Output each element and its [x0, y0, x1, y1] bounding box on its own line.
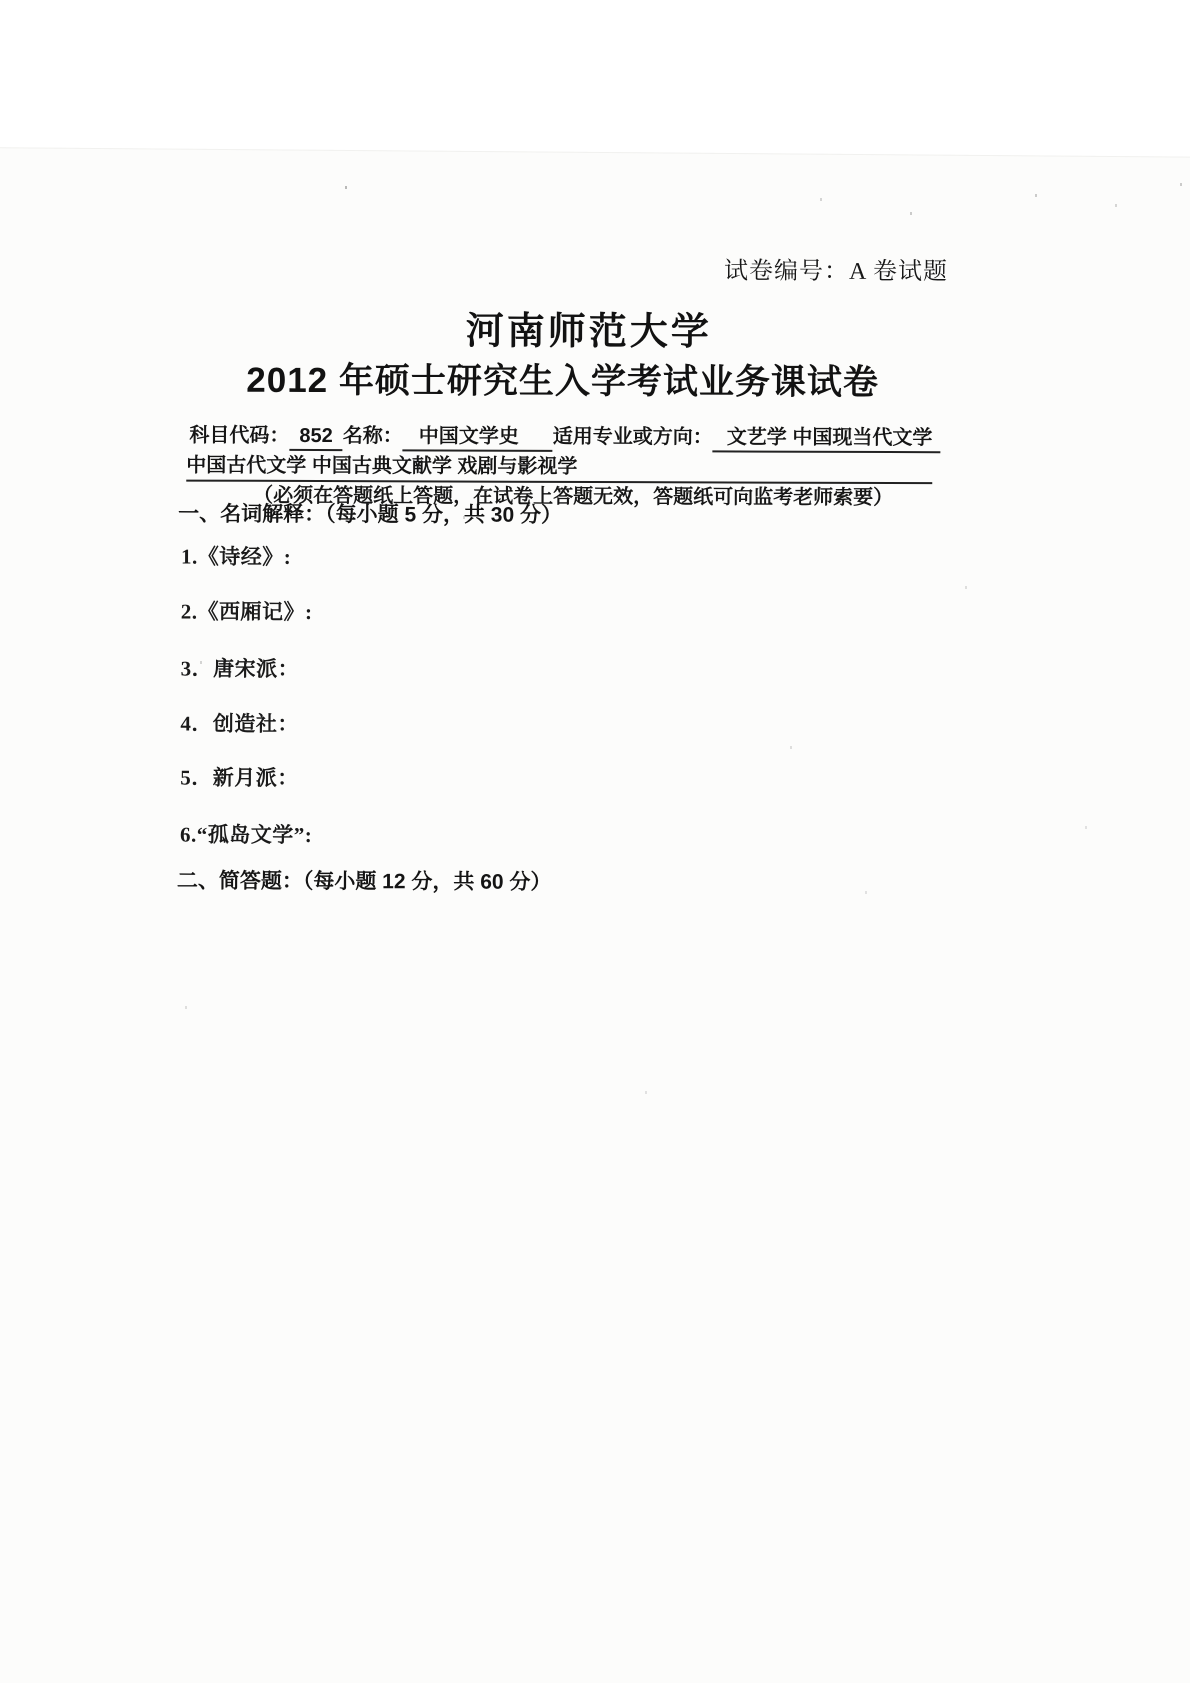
subject-code-label: 科目代码： — [189, 424, 290, 447]
section-1-title: 一、名词解释：（每小题 5 分，共 30 分） — [178, 502, 563, 527]
subject-name-label: 名称： — [342, 425, 403, 448]
question-1: 1.《诗经》: — [180, 544, 292, 569]
exam-title: 2012 年硕士研究生入学考试业务课试卷 — [246, 360, 879, 402]
question-5: 5．新月派： — [180, 765, 299, 790]
major-value-line2: 中国古代文学 中国古典文献学 戏剧与影视学 — [186, 449, 932, 485]
question-4: 4．创造社： — [180, 711, 299, 736]
question-2: 2.《西厢记》: — [180, 599, 313, 625]
subject-name-value: 中国文学史 — [403, 419, 553, 452]
question-3: 3．唐宋派： — [180, 656, 300, 681]
paper-number-label: 试卷编号：A 卷试题 — [723, 258, 949, 286]
subject-code-value: 852 — [289, 425, 342, 451]
section-2-title: 二、简答题：（每小题 12 分，共 60 分） — [176, 869, 552, 894]
major-label: 适用专业或方向： — [552, 425, 713, 449]
major-value-line1: 文艺学 中国现当代文学 — [713, 420, 941, 453]
question-6: 6.“孤岛文学”: — [179, 822, 313, 848]
university-title: 河南师范大学 — [465, 310, 712, 354]
answer-sheet-notice: （必须在答题纸上答题，在试卷上答题无效，答题纸可向监考老师索要） — [253, 484, 894, 510]
